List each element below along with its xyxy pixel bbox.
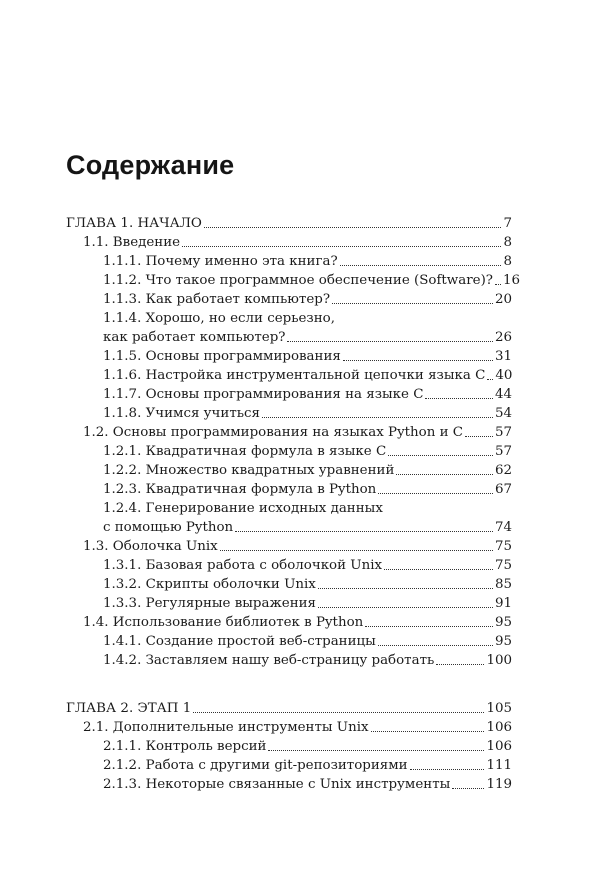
dot-leader xyxy=(452,788,484,789)
toc-subsection-entry xyxy=(66,518,512,537)
toc-page-number: 16 xyxy=(502,273,521,288)
toc-page-number: 7 xyxy=(503,216,512,231)
toc-entry-label: 2.1.1. Контроль версий xyxy=(103,739,267,754)
toc-subsection-entry xyxy=(66,442,512,461)
toc-page-number: 111 xyxy=(486,758,512,773)
dot-leader xyxy=(396,474,493,475)
toc-entry-label: ГЛАВА 1. НАЧАЛО xyxy=(66,216,202,231)
dot-leader xyxy=(495,284,501,285)
dot-leader xyxy=(220,550,493,551)
toc-subsection-entry xyxy=(66,290,512,309)
toc-subsection-entry xyxy=(66,737,512,756)
dot-leader xyxy=(262,417,493,418)
dot-leader xyxy=(343,360,493,361)
toc-chapter xyxy=(66,699,512,794)
dot-leader xyxy=(318,607,493,608)
toc-entry-label: 1.1.3. Как работает компьютер? xyxy=(103,292,331,307)
dot-leader xyxy=(425,398,492,399)
toc-entry-label: ГЛАВА 2. ЭТАП 1 xyxy=(66,701,192,716)
toc-subsection-entry xyxy=(66,575,512,594)
toc-page-number: 31 xyxy=(494,349,512,364)
toc-page-number: 95 xyxy=(494,634,512,649)
toc-chapter-entry xyxy=(66,699,512,718)
toc-entry-label: 2.1. Дополнительные инструменты Unix xyxy=(83,720,369,735)
toc-page-number: 75 xyxy=(494,558,512,573)
toc-page-number: 100 xyxy=(486,653,512,668)
dot-leader xyxy=(388,455,493,456)
toc-page-number: 106 xyxy=(486,739,512,754)
toc-subsection-entry xyxy=(66,594,512,613)
toc-entry-label: 1.2.1. Квадратичная формула в языке С xyxy=(103,444,387,459)
toc-page-number: 62 xyxy=(494,463,512,478)
toc-page-number: 119 xyxy=(486,777,512,792)
toc-entry-label: 1.1.8. Учимся учиться xyxy=(103,406,260,421)
dot-leader xyxy=(204,227,502,228)
toc-entry-label: 2.1.2. Работа с другими git-репозиториями xyxy=(103,758,408,773)
dot-leader xyxy=(365,626,493,627)
toc-subsection-entry xyxy=(66,632,512,651)
dot-leader xyxy=(193,712,484,713)
toc-page-number: 57 xyxy=(494,425,512,440)
toc-entry-label: 1.3. Оболочка Unix xyxy=(83,539,218,554)
toc-entry-label: 1.1.6. Настройка инструментальной цепочки языка С xyxy=(103,368,486,383)
toc-subsection-entry xyxy=(66,461,512,480)
dot-leader xyxy=(465,436,493,437)
toc-page-number: 91 xyxy=(494,596,512,611)
toc-section-entry xyxy=(66,613,512,632)
toc-page-number: 85 xyxy=(494,577,512,592)
toc-entry-line: 1.1.4. Хорошо, но если серьезно, xyxy=(103,311,335,326)
toc-subsection-entry xyxy=(66,651,512,670)
dot-leader xyxy=(340,265,502,266)
toc-section-entry xyxy=(66,233,512,252)
dot-leader xyxy=(487,379,493,380)
toc-section-entry xyxy=(66,423,512,442)
toc-page-number: 75 xyxy=(494,539,512,554)
toc-page-number: 40 xyxy=(495,368,513,383)
dot-leader xyxy=(287,341,493,342)
dot-leader xyxy=(436,664,484,665)
dot-leader xyxy=(384,569,493,570)
toc-page-number: 105 xyxy=(486,701,512,716)
toc-chapter-entry xyxy=(66,214,512,233)
toc-entry-label: с помощью Python xyxy=(103,520,234,535)
toc-entry-label: 2.1.3. Некоторые связанные с Unix инструменты xyxy=(103,777,451,792)
toc-page-number: 8 xyxy=(503,254,512,269)
toc-subsection-entry xyxy=(66,480,512,499)
toc-entry-label: 1.2.2. Множество квадратных уравнений xyxy=(103,463,395,478)
dot-leader xyxy=(182,246,501,247)
toc-page-number: 54 xyxy=(494,406,512,421)
toc-subsection-entry xyxy=(66,347,512,366)
dot-leader xyxy=(371,731,485,732)
toc-entry-label: 1.1. Введение xyxy=(83,235,181,250)
toc-entry-label: как работает компьютер? xyxy=(103,330,286,345)
toc-section-entry xyxy=(66,718,512,737)
toc-page-number: 57 xyxy=(494,444,512,459)
toc-entry-label: 1.4.1. Создание простой веб-страницы xyxy=(103,634,376,649)
toc-entry-label: 1.4.2. Заставляем нашу веб-страницу работать xyxy=(103,653,435,668)
toc-entry-label: 1.4. Использование библиотек в Python xyxy=(83,615,364,630)
toc-subsection-entry xyxy=(66,366,512,385)
table-of-contents xyxy=(66,214,521,823)
toc-subsection-entry xyxy=(66,328,512,347)
toc-page-number: 74 xyxy=(494,520,512,535)
toc-page-number: 44 xyxy=(494,387,512,402)
toc-page-number: 106 xyxy=(486,720,512,735)
toc-entry-label: 1.3.2. Скрипты оболочки Unix xyxy=(103,577,316,592)
dot-leader xyxy=(378,645,493,646)
toc-page-number: 95 xyxy=(494,615,512,630)
toc-entry-label: 1.2. Основы программирования на языках Python и С xyxy=(83,425,464,440)
toc-entry-label: 1.1.2. Что такое программное обеспечение (Software)? xyxy=(103,273,493,288)
toc-page-number: 8 xyxy=(503,235,512,250)
toc-section-entry xyxy=(66,537,512,556)
toc-subsection-entry xyxy=(66,271,521,290)
toc-page-number: 26 xyxy=(494,330,512,345)
toc-entry-label: 1.2.3. Квадратичная формула в Python xyxy=(103,482,377,497)
toc-entry-label: 1.3.3. Регулярные выражения xyxy=(103,596,316,611)
toc-subsection-entry xyxy=(66,252,512,271)
dot-leader xyxy=(378,493,493,494)
toc-subsection-entry xyxy=(66,556,512,575)
toc-subsection-entry xyxy=(66,385,512,404)
toc-page-number: 20 xyxy=(494,292,512,307)
toc-chapter xyxy=(66,214,521,670)
toc-entry-label: 1.1.1. Почему именно эта книга? xyxy=(103,254,338,269)
dot-leader xyxy=(268,750,484,751)
dot-leader xyxy=(410,769,485,770)
toc-page-number: 67 xyxy=(494,482,512,497)
dot-leader xyxy=(332,303,493,304)
toc-subsection-entry xyxy=(66,756,512,775)
toc-entry-label: 1.3.1. Базовая работа с оболочкой Unix xyxy=(103,558,383,573)
toc-subsection-entry xyxy=(66,775,512,794)
toc-entry-line: 1.2.4. Генерирование исходных данных xyxy=(103,501,383,516)
toc-subsection-entry xyxy=(66,404,512,423)
dot-leader xyxy=(235,531,493,532)
toc-entry-label: 1.1.7. Основы программирования на языке С xyxy=(103,387,424,402)
dot-leader xyxy=(318,588,493,589)
page-title: Содержание xyxy=(66,150,235,180)
toc-entry-label: 1.1.5. Основы программирования xyxy=(103,349,341,364)
